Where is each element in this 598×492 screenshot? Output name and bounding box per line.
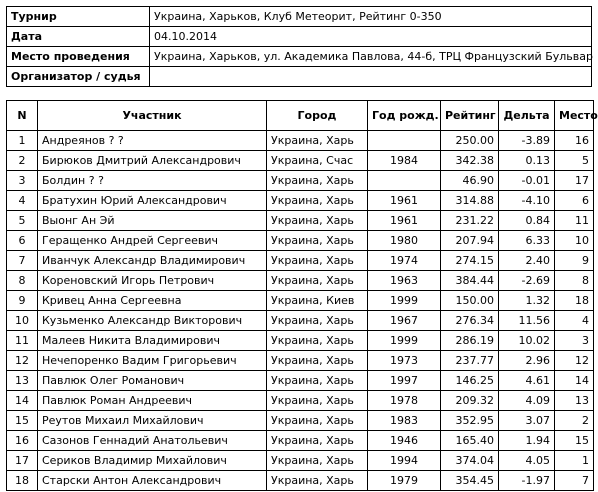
- cell-birth-year: 1973: [368, 351, 441, 371]
- cell-delta: 2.40: [499, 251, 555, 271]
- cell-delta: 4.09: [499, 391, 555, 411]
- table-row: [7, 211, 594, 231]
- cell-city: Украина, Харь: [267, 251, 368, 271]
- cell-rating: 286.19: [441, 331, 499, 351]
- header-player: Участник: [38, 101, 267, 131]
- cell-place: 8: [555, 271, 594, 291]
- cell-city: Украина, Харь: [267, 411, 368, 431]
- tournament-info-table: [6, 6, 592, 87]
- cell-player: Реутов Михаил Михайлович: [38, 411, 267, 431]
- cell-rating: 384.44: [441, 271, 499, 291]
- cell-player: Павлюк Роман Андреевич: [38, 391, 267, 411]
- cell-delta: -3.89: [499, 131, 555, 151]
- table-row: [7, 171, 594, 191]
- cell-city: Украина, Счас: [267, 151, 368, 171]
- cell-birth-year: 1978: [368, 391, 441, 411]
- cell-number: 11: [7, 331, 38, 351]
- table-row: [7, 351, 594, 371]
- cell-rating: 146.25: [441, 371, 499, 391]
- cell-birth-year: 1979: [368, 471, 441, 491]
- cell-city: Украина, Харь: [267, 171, 368, 191]
- cell-rating: 231.22: [441, 211, 499, 231]
- cell-place: 6: [555, 191, 594, 211]
- cell-birth-year: 1963: [368, 271, 441, 291]
- cell-city: Украина, Харь: [267, 211, 368, 231]
- info-row: [7, 67, 592, 87]
- cell-number: 5: [7, 211, 38, 231]
- cell-birth-year: [368, 171, 441, 191]
- cell-city: Украина, Харь: [267, 311, 368, 331]
- cell-place: 18: [555, 291, 594, 311]
- cell-delta: -1.97: [499, 471, 555, 491]
- cell-city: Украина, Харь: [267, 271, 368, 291]
- cell-birth-year: 1999: [368, 331, 441, 351]
- cell-number: 2: [7, 151, 38, 171]
- cell-delta: 0.13: [499, 151, 555, 171]
- cell-place: 2: [555, 411, 594, 431]
- cell-number: 16: [7, 431, 38, 451]
- cell-rating: 374.04: [441, 451, 499, 471]
- table-row: [7, 131, 594, 151]
- cell-place: 14: [555, 371, 594, 391]
- cell-rating: 314.88: [441, 191, 499, 211]
- cell-city: Украина, Харь: [267, 391, 368, 411]
- cell-player: Кузьменко Александр Викторович: [38, 311, 267, 331]
- cell-number: 12: [7, 351, 38, 371]
- results-header-row: [7, 101, 594, 131]
- cell-place: 17: [555, 171, 594, 191]
- cell-number: 3: [7, 171, 38, 191]
- cell-delta: -0.01: [499, 171, 555, 191]
- header-delta: Дельта: [499, 101, 555, 131]
- cell-city: Украина, Харь: [267, 371, 368, 391]
- header-place: Место: [555, 101, 594, 131]
- table-row: [7, 251, 594, 271]
- cell-number: 7: [7, 251, 38, 271]
- cell-rating: 150.00: [441, 291, 499, 311]
- cell-delta: 1.94: [499, 431, 555, 451]
- cell-city: Украина, Харь: [267, 351, 368, 371]
- cell-player: Сериков Владимир Михайлович: [38, 451, 267, 471]
- cell-delta: 10.02: [499, 331, 555, 351]
- cell-place: 3: [555, 331, 594, 351]
- cell-birth-year: 1997: [368, 371, 441, 391]
- cell-birth-year: 1999: [368, 291, 441, 311]
- cell-number: 15: [7, 411, 38, 431]
- cell-rating: 250.00: [441, 131, 499, 151]
- cell-delta: 1.32: [499, 291, 555, 311]
- cell-player: Сазонов Геннадий Анатольевич: [38, 431, 267, 451]
- cell-birth-year: 1961: [368, 211, 441, 231]
- cell-player: Кривец Анна Сергеевна: [38, 291, 267, 311]
- results-table: [6, 100, 598, 491]
- cell-rating: 274.15: [441, 251, 499, 271]
- info-value: 04.10.2014: [150, 27, 592, 47]
- info-row: [7, 47, 592, 67]
- cell-player: Болдин ? ?: [38, 171, 267, 191]
- cell-rating: 342.38: [441, 151, 499, 171]
- cell-rating: 46.90: [441, 171, 499, 191]
- cell-delta: 11.56: [499, 311, 555, 331]
- cell-number: 1: [7, 131, 38, 151]
- info-value: Украина, Харьков, Клуб Метеорит, Рейтинг 0-350: [150, 7, 592, 27]
- cell-player: Иванчук Александр Владимирович: [38, 251, 267, 271]
- table-row: [7, 291, 594, 311]
- cell-birth-year: 1974: [368, 251, 441, 271]
- cell-number: 6: [7, 231, 38, 251]
- table-row: [7, 331, 594, 351]
- cell-delta: 6.33: [499, 231, 555, 251]
- info-label: Дата: [7, 27, 150, 47]
- cell-place: 16: [555, 131, 594, 151]
- cell-rating: 276.34: [441, 311, 499, 331]
- table-row: [7, 451, 594, 471]
- cell-place: 15: [555, 431, 594, 451]
- cell-place: 4: [555, 311, 594, 331]
- cell-number: 10: [7, 311, 38, 331]
- header-rating: Рейтинг: [441, 101, 499, 131]
- cell-player: Геращенко Андрей Сергеевич: [38, 231, 267, 251]
- table-row: [7, 191, 594, 211]
- info-label: Организатор / судья: [7, 67, 150, 87]
- cell-rating: 237.77: [441, 351, 499, 371]
- table-row: [7, 371, 594, 391]
- cell-place: 13: [555, 391, 594, 411]
- cell-player: Выонг Ан Эй: [38, 211, 267, 231]
- cell-player: Старски Антон Александрович: [38, 471, 267, 491]
- cell-number: 14: [7, 391, 38, 411]
- info-label: Место проведения: [7, 47, 150, 67]
- cell-delta: 0.84: [499, 211, 555, 231]
- cell-place: 5: [555, 151, 594, 171]
- cell-rating: 165.40: [441, 431, 499, 451]
- table-row: [7, 431, 594, 451]
- cell-rating: 354.45: [441, 471, 499, 491]
- cell-city: Украина, Харь: [267, 231, 368, 251]
- cell-birth-year: 1961: [368, 191, 441, 211]
- cell-delta: 3.07: [499, 411, 555, 431]
- table-row: [7, 151, 594, 171]
- cell-city: Украина, Харь: [267, 331, 368, 351]
- cell-birth-year: [368, 131, 441, 151]
- cell-birth-year: 1983: [368, 411, 441, 431]
- cell-number: 17: [7, 451, 38, 471]
- cell-place: 10: [555, 231, 594, 251]
- cell-place: 11: [555, 211, 594, 231]
- cell-birth-year: 1946: [368, 431, 441, 451]
- cell-rating: 352.95: [441, 411, 499, 431]
- cell-rating: 207.94: [441, 231, 499, 251]
- cell-delta: -2.69: [499, 271, 555, 291]
- cell-rating: 209.32: [441, 391, 499, 411]
- cell-number: 4: [7, 191, 38, 211]
- cell-city: Украина, Харь: [267, 451, 368, 471]
- cell-delta: 2.96: [499, 351, 555, 371]
- table-row: [7, 231, 594, 251]
- cell-delta: -4.10: [499, 191, 555, 211]
- table-row: [7, 411, 594, 431]
- table-row: [7, 271, 594, 291]
- cell-city: Украина, Киев: [267, 291, 368, 311]
- header-birth-year: Год рожд.: [368, 101, 441, 131]
- cell-city: Украина, Харь: [267, 471, 368, 491]
- cell-player: Павлюк Олег Романович: [38, 371, 267, 391]
- info-value: [150, 67, 592, 87]
- header-city: Город: [267, 101, 368, 131]
- cell-number: 8: [7, 271, 38, 291]
- cell-city: Украина, Харь: [267, 191, 368, 211]
- header-number: N: [7, 101, 38, 131]
- table-row: [7, 311, 594, 331]
- cell-player: Андреянов ? ?: [38, 131, 267, 151]
- info-value: Украина, Харьков, ул. Академика Павлова, 44-б, ТРЦ Французский Бульвар: [150, 47, 592, 67]
- info-row: [7, 27, 592, 47]
- table-row: [7, 471, 594, 491]
- tournament-info-body: [7, 7, 592, 87]
- info-row: [7, 7, 592, 27]
- cell-player: Братухин Юрий Александрович: [38, 191, 267, 211]
- cell-birth-year: 1984: [368, 151, 441, 171]
- cell-player: Нечепоренко Вадим Григорьевич: [38, 351, 267, 371]
- cell-delta: 4.05: [499, 451, 555, 471]
- cell-birth-year: 1994: [368, 451, 441, 471]
- cell-player: Бирюков Дмитрий Александрович: [38, 151, 267, 171]
- cell-place: 1: [555, 451, 594, 471]
- cell-place: 7: [555, 471, 594, 491]
- cell-place: 12: [555, 351, 594, 371]
- cell-number: 18: [7, 471, 38, 491]
- cell-city: Украина, Харь: [267, 131, 368, 151]
- table-row: [7, 391, 594, 411]
- info-label: Турнир: [7, 7, 150, 27]
- cell-place: 9: [555, 251, 594, 271]
- cell-number: 9: [7, 291, 38, 311]
- cell-city: Украина, Харь: [267, 431, 368, 451]
- cell-birth-year: 1967: [368, 311, 441, 331]
- cell-player: Кореновский Игорь Петрович: [38, 271, 267, 291]
- cell-birth-year: 1980: [368, 231, 441, 251]
- cell-delta: 4.61: [499, 371, 555, 391]
- cell-player: Малеев Никита Владимирович: [38, 331, 267, 351]
- results-body: [7, 131, 594, 491]
- cell-number: 13: [7, 371, 38, 391]
